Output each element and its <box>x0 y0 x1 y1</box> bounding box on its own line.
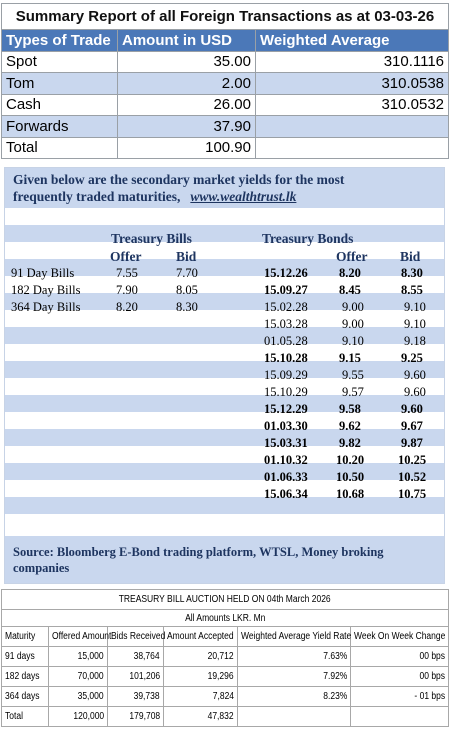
bond-bid: 9.18 <box>404 334 426 348</box>
yields-intro-line2: frequently traded maturities, <box>13 189 181 204</box>
bond-offer: 9.62 <box>339 419 361 433</box>
yields-band <box>5 361 444 378</box>
bond-offer: 9.57 <box>342 385 364 399</box>
bond-offer: 8.45 <box>339 283 361 297</box>
bill-label: 182 Day Bills <box>11 283 81 297</box>
bond-bid: 10.25 <box>398 453 427 467</box>
fx-amount: 26.00 <box>118 94 256 116</box>
auction-header: Offered Amount <box>49 627 108 647</box>
auction-accepted: 47,832 <box>164 707 238 727</box>
fx-amount: 2.00 <box>118 73 256 95</box>
auction-row-total <box>2 707 449 727</box>
fx-row-total <box>2 137 449 159</box>
yields-intro-line1: Given below are the secondary market yields for the most <box>13 172 345 187</box>
bond-offer: 10.50 <box>336 470 365 484</box>
auction-maturity: 182 days <box>2 667 49 687</box>
auction-maturity: 91 days <box>2 647 49 667</box>
fx-row-tom <box>2 73 449 95</box>
bond-maturity: 15.06.34 <box>264 487 308 501</box>
bond-maturity: 01.06.33 <box>264 470 308 484</box>
fx-row-forwards <box>2 116 449 138</box>
auction-maturity: 364 days <box>2 687 49 707</box>
auction-header: Weighted Average Yield Rate <box>238 627 351 647</box>
bond-offer: 9.00 <box>342 300 364 314</box>
treasury-bonds-heading: Treasury Bonds <box>262 231 354 246</box>
bill-label: 364 Day Bills <box>11 300 81 314</box>
auction-change <box>351 707 449 727</box>
bonds-bid-heading: Bid <box>400 249 421 264</box>
bill-bid: 7.70 <box>176 266 198 280</box>
bond-maturity: 15.10.29 <box>264 385 308 399</box>
auction-bids: 179,708 <box>108 707 164 727</box>
bond-bid: 8.30 <box>401 266 423 280</box>
fx-type: Tom <box>2 73 118 95</box>
fx-wavg <box>256 116 449 138</box>
bond-bid: 9.25 <box>401 351 423 365</box>
auction-change: 00 bps <box>351 647 449 667</box>
fx-type: Total <box>2 137 118 159</box>
bond-maturity: 01.10.32 <box>264 453 308 467</box>
bond-maturity: 15.02.28 <box>264 300 308 314</box>
auction-offered: 15,000 <box>49 647 108 667</box>
auction-row-91 <box>2 647 449 667</box>
bond-offer: 10.20 <box>336 453 365 467</box>
auction-bids: 38,764 <box>108 647 164 667</box>
bond-bid: 8.55 <box>401 283 423 297</box>
auction-row-182 <box>2 667 449 687</box>
source-line2: companies <box>13 561 70 575</box>
bond-bid: 9.10 <box>404 300 426 314</box>
bill-bid: 8.05 <box>176 283 198 297</box>
auction-offered: 35,000 <box>49 687 108 707</box>
bond-bid: 10.75 <box>398 487 427 501</box>
bond-bid: 9.10 <box>404 317 426 331</box>
bill-label: 91 Day Bills <box>11 266 75 280</box>
bond-bid: 9.87 <box>401 436 423 450</box>
auction-header: Week On Week Change <box>351 627 449 647</box>
auction-yield: 8.23% <box>238 687 351 707</box>
fx-wavg: 310.0532 <box>256 94 449 116</box>
yields-intro <box>5 168 444 208</box>
fx-header-type: Types of Trade <box>2 30 118 52</box>
auction-offered: 70,000 <box>49 667 108 687</box>
yields-band <box>5 497 444 514</box>
fx-row-cash <box>2 94 449 116</box>
fx-header-row <box>2 30 449 52</box>
bond-offer: 9.58 <box>339 402 361 416</box>
treasury-bills-heading: Treasury Bills <box>111 231 192 246</box>
bond-maturity: 15.09.27 <box>264 283 308 297</box>
auction-accepted: 7,824 <box>164 687 238 707</box>
fx-header-amount: Amount in USD <box>118 30 256 52</box>
bond-offer: 9.55 <box>342 368 364 382</box>
website-link[interactable]: www.wealthtrust.lk <box>190 189 297 204</box>
bills-offer-heading: Offer <box>110 249 142 264</box>
fx-summary-title: Summary Report of all Foreign Transactions as at 03-03-26 <box>2 4 449 30</box>
fx-wavg: 310.1116 <box>256 51 449 73</box>
bond-maturity: 15.12.29 <box>264 402 308 416</box>
bill-offer: 8.20 <box>116 300 138 314</box>
auction-yield: 7.92% <box>238 667 351 687</box>
fx-wavg <box>256 137 449 159</box>
auction-maturity: Total <box>2 707 49 727</box>
fx-header-wavg: Weighted Average <box>256 30 449 52</box>
bond-maturity: 15.10.28 <box>264 351 308 365</box>
bond-offer: 9.10 <box>342 334 364 348</box>
bond-maturity: 01.05.28 <box>264 334 308 348</box>
bond-offer: 10.68 <box>336 487 365 501</box>
bond-maturity: 15.09.29 <box>264 368 308 382</box>
bonds-offer-heading: Offer <box>336 249 368 264</box>
fx-amount: 37.90 <box>118 116 256 138</box>
fx-type: Cash <box>2 94 118 116</box>
auction-header-row <box>2 627 449 647</box>
fx-amount: 100.90 <box>118 137 256 159</box>
fx-row-spot <box>2 51 449 73</box>
yields-band <box>5 463 444 480</box>
source-line1: Source: Bloomberg E-Bond trading platform, WTSL, Money broking <box>13 545 384 559</box>
bill-offer: 7.90 <box>116 283 138 297</box>
fx-type: Spot <box>2 51 118 73</box>
secondary-market-yields-panel <box>4 167 445 584</box>
yields-source-note <box>5 536 444 583</box>
tbill-auction-table <box>1 589 449 727</box>
bond-bid: 9.60 <box>404 385 426 399</box>
auction-bids: 101,206 <box>108 667 164 687</box>
bond-bid: 9.60 <box>401 402 423 416</box>
yields-band <box>5 395 444 412</box>
auction-yield <box>238 707 351 727</box>
bond-offer: 9.82 <box>339 436 361 450</box>
auction-subtitle: All Amounts LKR. Mn <box>2 610 449 627</box>
fx-type: Forwards <box>2 116 118 138</box>
auction-header: Amount Accepted <box>164 627 238 647</box>
yields-band <box>5 327 444 344</box>
auction-change: - 01 bps <box>351 687 449 707</box>
yields-band <box>5 225 444 242</box>
bond-maturity: 15.03.28 <box>264 317 308 331</box>
fx-amount: 35.00 <box>118 51 256 73</box>
auction-change: 00 bps <box>351 667 449 687</box>
fx-wavg: 310.0538 <box>256 73 449 95</box>
auction-title: TREASURY BILL AUCTION HELD ON 04th March 2026 <box>2 590 449 610</box>
bond-offer: 8.20 <box>339 266 361 280</box>
bond-bid: 10.52 <box>398 470 427 484</box>
bills-bid-heading: Bid <box>176 249 197 264</box>
bill-bid: 8.30 <box>176 300 198 314</box>
auction-accepted: 19,296 <box>164 667 238 687</box>
bill-offer: 7.55 <box>116 266 138 280</box>
bond-offer: 9.15 <box>339 351 361 365</box>
bond-maturity: 15.03.31 <box>264 436 308 450</box>
bond-bid: 9.60 <box>404 368 426 382</box>
auction-bids: 39,738 <box>108 687 164 707</box>
bond-offer: 9.00 <box>342 317 364 331</box>
auction-header: Bids Received <box>108 627 164 647</box>
bond-maturity: 15.12.26 <box>264 266 308 280</box>
auction-row-364 <box>2 687 449 707</box>
auction-header: Maturity <box>2 627 49 647</box>
bond-bid: 9.67 <box>401 419 423 433</box>
yields-band <box>5 429 444 446</box>
auction-accepted: 20,712 <box>164 647 238 667</box>
auction-yield: 7.63% <box>238 647 351 667</box>
auction-offered: 120,000 <box>49 707 108 727</box>
bond-maturity: 01.03.30 <box>264 419 308 433</box>
fx-summary-table <box>1 3 449 159</box>
